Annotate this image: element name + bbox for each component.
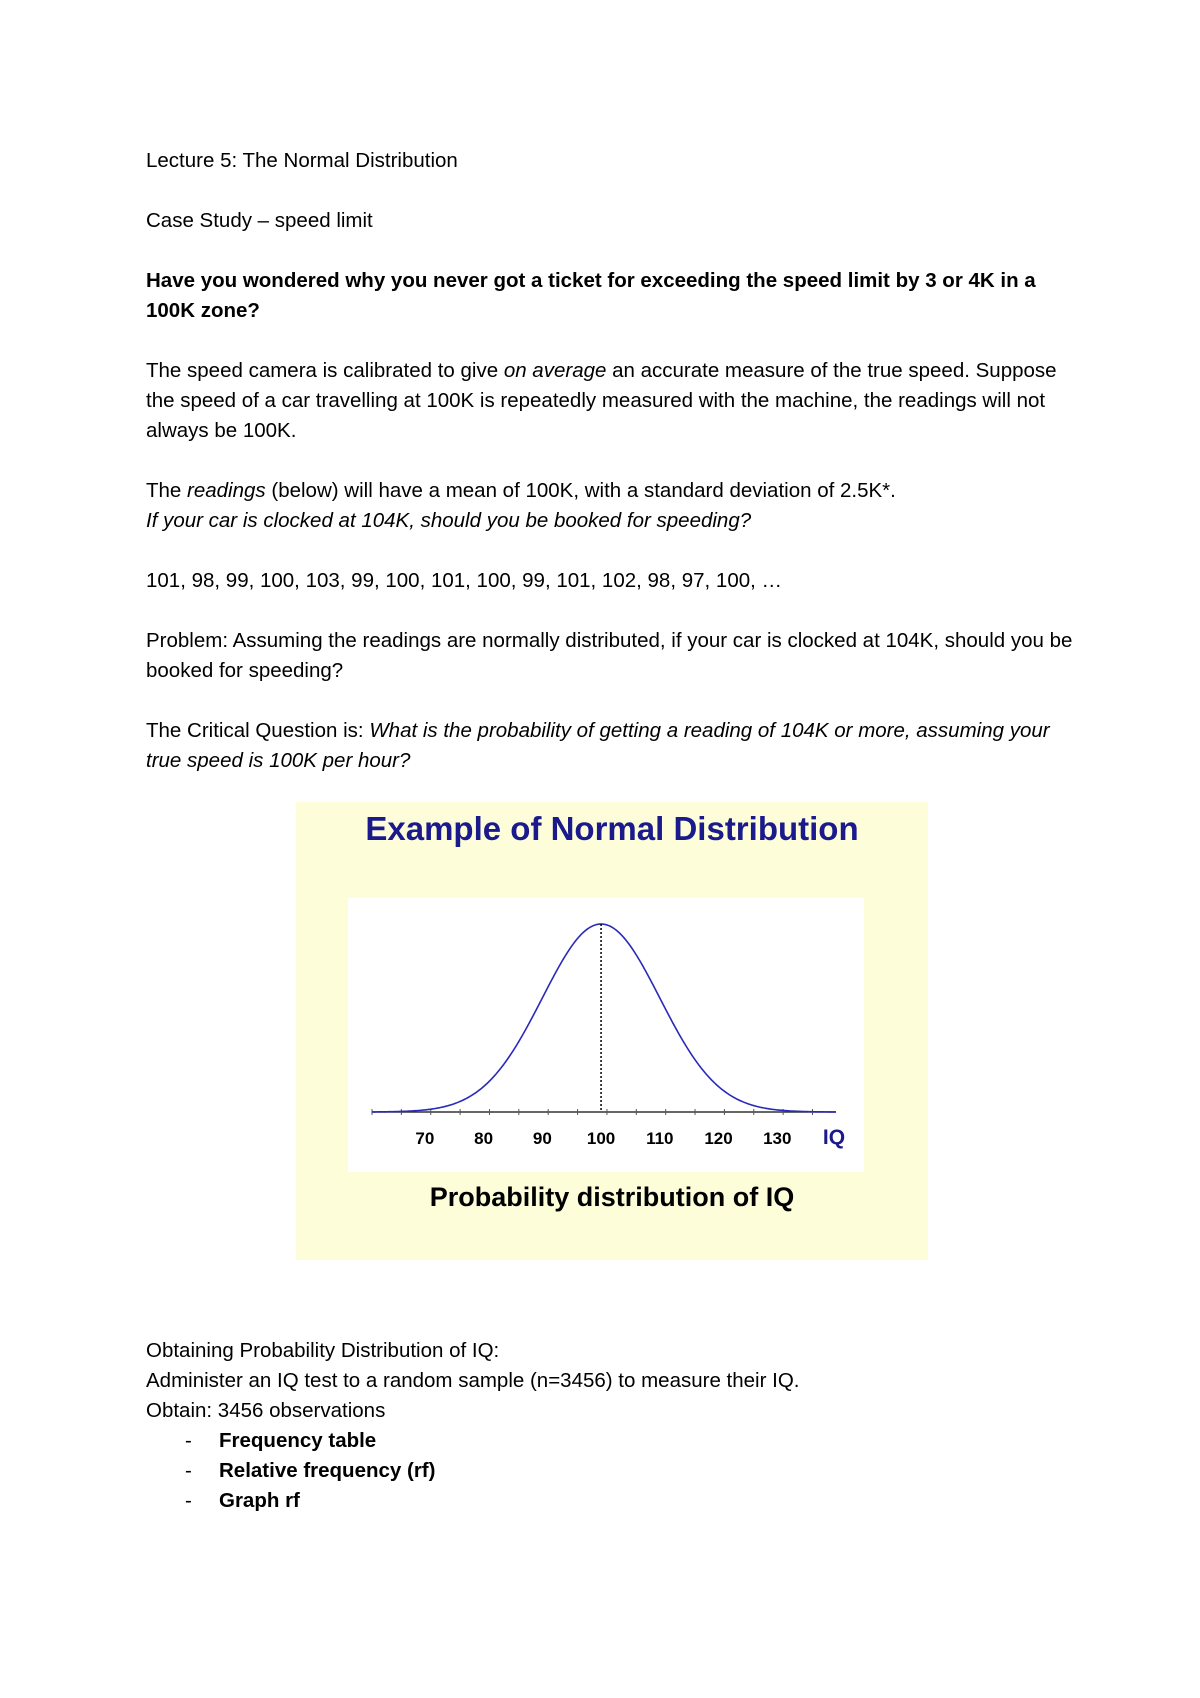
list-item: - Graph rf bbox=[185, 1489, 300, 1512]
calibration-italic: on average bbox=[503, 359, 607, 382]
critical-italic: What is the probability of getting a reading of 104K or more, assuming your true speed is 100K per hour? bbox=[146, 719, 1050, 772]
list-item-label: Frequency table bbox=[219, 1429, 377, 1452]
obtain-list bbox=[146, 1426, 1076, 1516]
readings-text-2: (below) will have a mean of 100K, with a standard deviation of 2.5K*. bbox=[265, 479, 896, 502]
x-tick-label: 120 bbox=[704, 1129, 733, 1148]
x-axis-label: IQ bbox=[822, 1126, 846, 1149]
list-item: - Relative frequency (rf) bbox=[185, 1459, 436, 1482]
readings-question: If your car is clocked at 104K, should you be booked for speeding? bbox=[146, 509, 752, 532]
bottom-line-3: Obtain: 3456 observations bbox=[146, 1399, 386, 1422]
x-tick-label: 70 bbox=[415, 1129, 435, 1148]
normal-curve-line bbox=[372, 924, 836, 1112]
calibration-paragraph bbox=[146, 356, 1076, 446]
readings-italic: readings bbox=[187, 479, 266, 502]
x-tick-label: 80 bbox=[474, 1129, 494, 1148]
calibration-text-2: an accurate measure of the true speed. Suppose the speed of a car travelling at 100K is repeatedly measured with the machine, the readings will not always be 100K. bbox=[146, 359, 1057, 442]
plot-area bbox=[348, 898, 864, 1172]
list-item: - Frequency table bbox=[185, 1429, 377, 1452]
problem-paragraph: Problem: Assuming the readings are normally distributed, if your car is clocked at 104K, should you be booked for speeding? bbox=[146, 629, 1073, 682]
bottom-section bbox=[146, 1336, 1076, 1516]
calibration-text-1: The speed camera is calibrated to give bbox=[146, 359, 504, 382]
list-item-label: Relative frequency (rf) bbox=[219, 1459, 436, 1482]
critical-question-paragraph bbox=[146, 716, 1076, 776]
bottom-heading: Obtaining Probability Distribution of IQ: bbox=[146, 1339, 500, 1362]
lecture-title: Lecture 5: The Normal Distribution bbox=[146, 149, 458, 172]
x-tick-label: 100 bbox=[586, 1129, 616, 1148]
readings-list: 101, 98, 99, 100, 103, 99, 100, 101, 100, 99, 101, 102, 98, 97, 100, … bbox=[146, 569, 783, 592]
x-tick-label: 110 bbox=[646, 1129, 674, 1148]
readings-paragraph bbox=[146, 476, 1076, 536]
list-item-label: Graph rf bbox=[219, 1489, 300, 1512]
question-paragraph: Have you wondered why you never got a ticket for exceeding the speed limit by 3 or 4K in a 100K zone? bbox=[146, 269, 1036, 322]
normal-curve-chart bbox=[348, 898, 864, 1172]
case-study-heading: Case Study – speed limit bbox=[146, 209, 373, 232]
document-body bbox=[146, 146, 1076, 806]
normal-distribution-figure bbox=[296, 802, 928, 1260]
x-tick-label: 130 bbox=[763, 1129, 792, 1148]
bottom-line-2: Administer an IQ test to a random sample (n=3456) to measure their IQ. bbox=[146, 1369, 800, 1392]
figure-caption: Probability distribution of IQ bbox=[429, 1182, 795, 1212]
critical-label: The Critical Question is: bbox=[146, 719, 370, 742]
figure-title: Example of Normal Distribution bbox=[365, 810, 859, 847]
x-tick-label: 90 bbox=[532, 1129, 552, 1148]
readings-text-1: The bbox=[146, 479, 188, 502]
